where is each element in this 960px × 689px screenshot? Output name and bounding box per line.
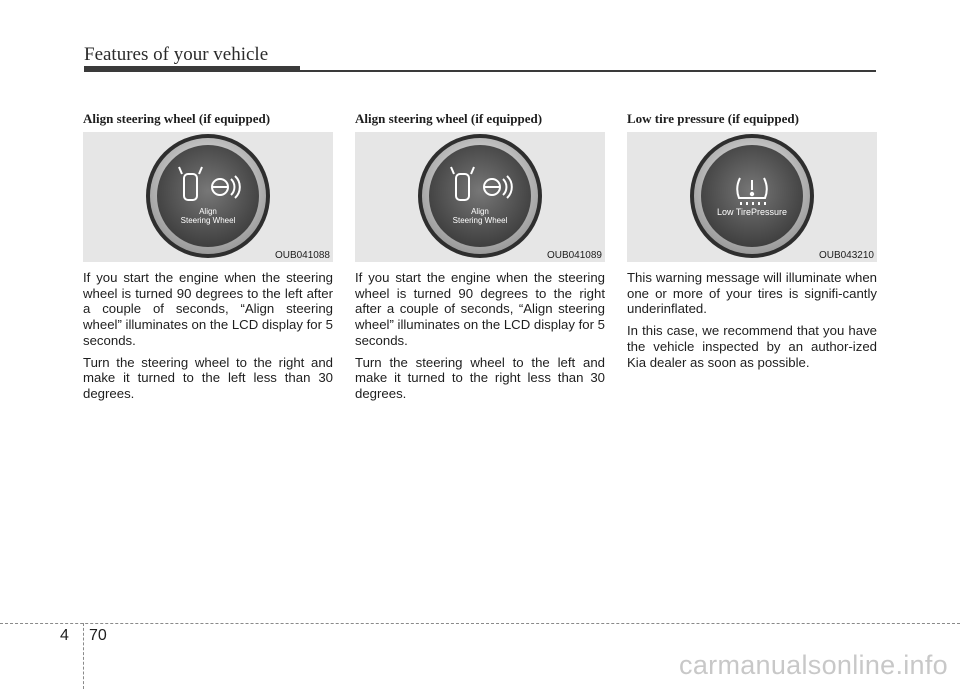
gauge-illustration [355,132,605,262]
figure-code: OUB041088 [274,250,330,261]
gauge-figure [355,132,605,262]
header-rule-thick [84,66,300,72]
section-align-steering-left [83,112,333,402]
display-line: Align [199,207,217,216]
gauge-illustration [627,132,877,262]
chapter-number: 4 [60,627,69,644]
body-paragraph: If you start the engine when the steering wheel is turned 90 degrees to the right after a couple of seconds, “Align steering wheel” illuminates on the LCD display for 5 seconds. [355,270,605,348]
footer-vertical-divider [83,623,84,689]
header-rule-thin [300,70,876,72]
display-line: Low TirePressure [716,207,788,217]
body-paragraph: If you start the engine when the steering wheel is turned 90 degrees to the left after a couple of seconds, “Align steering wheel” illuminates on the LCD display for 5 seconds. [83,270,333,348]
footer-divider [0,623,960,624]
body-paragraph: This warning message will illuminate when one or more of your tires is signifi-cantly underinflated. [627,270,877,317]
section-align-steering-right [355,112,605,402]
section-low-tire-pressure [627,112,877,370]
page-header-title: Features of your vehicle [84,44,269,65]
gauge-figure [627,132,877,262]
section-heading: Align steering wheel (if equipped) [83,111,271,126]
display-line: Steering Wheel [180,216,236,225]
body-paragraph: Turn the steering wheel to the right and make it turned to the left less than 30 degrees. [83,354,333,401]
section-heading: Low tire pressure (if equipped) [627,111,799,126]
section-heading: Align steering wheel (if equipped) [355,111,543,126]
display-line: Align [471,207,489,216]
figure-code: OUB043210 [818,250,874,261]
gauge-illustration [83,132,333,262]
gauge-figure [83,132,333,262]
body-paragraph: Turn the steering wheel to the left and make it turned to the right less than 30 degrees. [355,354,605,401]
watermark: carmanualsonline.info [679,650,948,680]
body-paragraph: In this case, we recommend that you have the vehicle inspected by an author-ized Kia dealer as soon as possible. [627,323,877,370]
page-number: 70 [89,627,107,644]
figure-code: OUB041089 [546,250,602,261]
display-line: Steering Wheel [452,216,508,225]
